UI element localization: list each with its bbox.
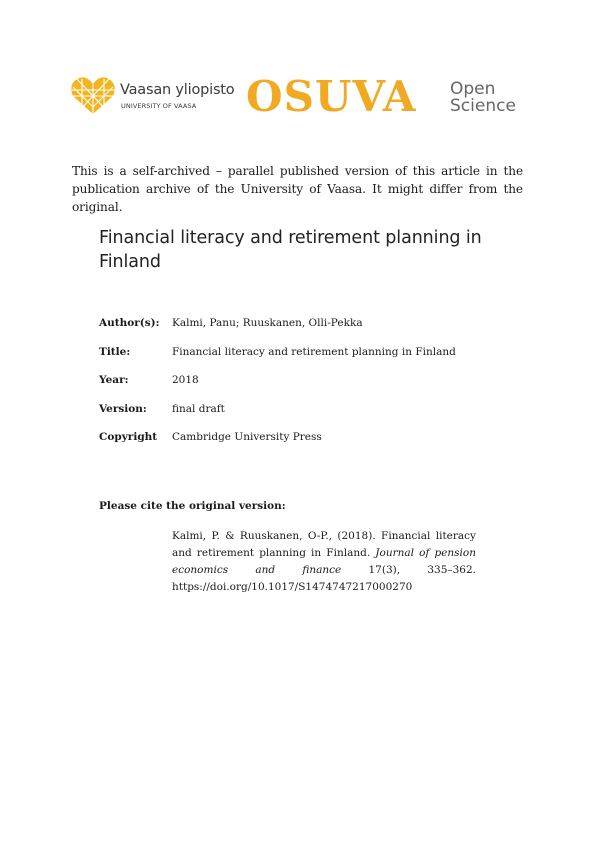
university-name: Vaasan yliopisto bbox=[120, 82, 235, 98]
copyright-value: Cambridge University Press bbox=[172, 431, 322, 443]
year-value: 2018 bbox=[172, 374, 199, 386]
science-text: Science bbox=[450, 96, 516, 116]
version-label: Version: bbox=[99, 402, 147, 415]
university-subtitle: UNIVERSITY OF VAASA bbox=[121, 102, 197, 110]
header bbox=[70, 72, 530, 122]
open-text: Open bbox=[450, 79, 496, 99]
vaasa-heart-logo-icon bbox=[70, 76, 116, 116]
citation-details: 17(3), 335–362. https://doi.org/10.1017/S1474747217000270 bbox=[172, 564, 476, 593]
citation-authors: Kalmi, P. & Ruuskanen, O-P., (2018). Financial literacy and retirement planning in Finland. bbox=[172, 530, 476, 559]
citation-journal: Journal of pension economics and finance bbox=[172, 547, 476, 576]
version-value: final draft bbox=[172, 402, 225, 415]
self-archive-notice: This is a self-archived – parallel published version of this article in the publication archive of the University of Vaasa. It might differ from the original. bbox=[72, 164, 523, 214]
copyright-label: Copyright bbox=[99, 431, 158, 443]
authors-label: Author(s): bbox=[99, 317, 160, 329]
year-label: Year: bbox=[99, 374, 129, 386]
authors-value: Kalmi, Panu; Ruuskanen, Olli-Pekka bbox=[172, 317, 363, 329]
citation bbox=[172, 528, 476, 596]
title-value: Financial literacy and retirement planning in Finland bbox=[172, 345, 456, 358]
osuva-logo: OSUVA bbox=[246, 72, 417, 121]
open-science-logo bbox=[450, 81, 516, 115]
cite-heading: Please cite the original version: bbox=[99, 500, 286, 512]
title-label: Title: bbox=[99, 345, 131, 358]
document-title: Financial literacy and retirement planning in Finland bbox=[99, 228, 482, 272]
